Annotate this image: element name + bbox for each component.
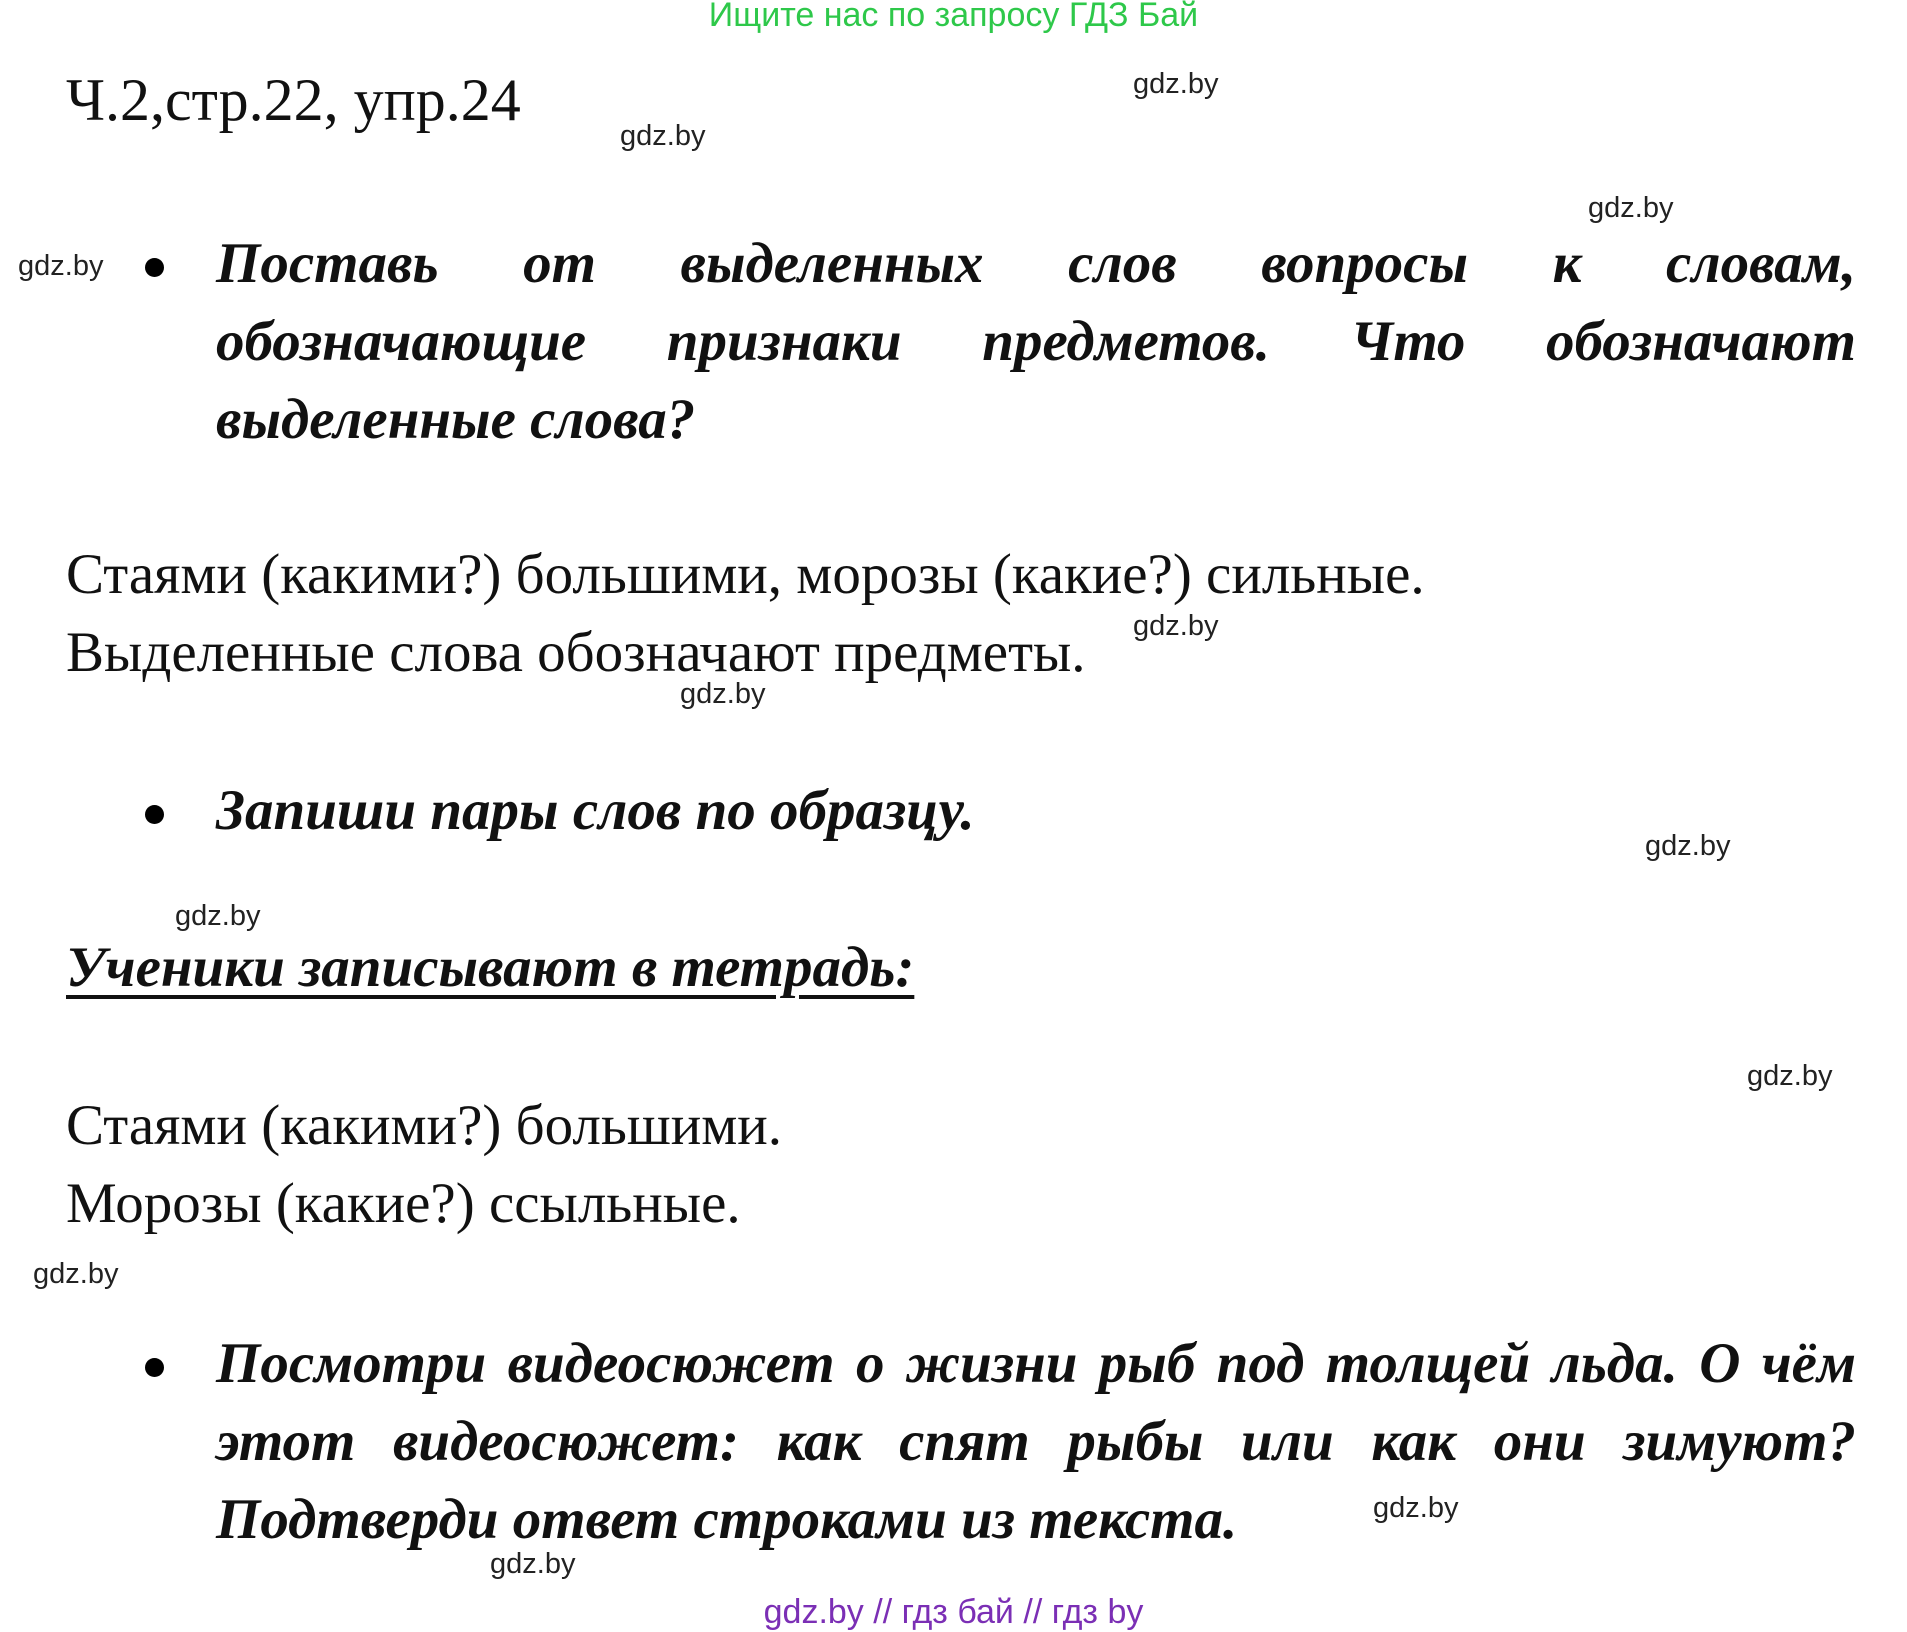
watermark: gdz.by [490, 1548, 576, 1580]
watermark: gdz.by [620, 120, 706, 152]
watermark: gdz.by [1747, 1060, 1833, 1092]
watermark: gdz.by [33, 1258, 119, 1290]
answer-line: Стаями (какими?) большими, морозы (какие?) сильные. [66, 543, 1425, 606]
watermark: gdz.by [1588, 192, 1674, 224]
task-instruction [216, 225, 1856, 459]
bullet-icon [145, 1358, 164, 1377]
bullet-icon [145, 805, 164, 824]
watermark: gdz.by [18, 250, 104, 282]
watermark: gdz.by [175, 900, 261, 932]
watermark: gdz.by [680, 678, 766, 710]
task-line: обозначающие признаки предметов. Что обозначают [216, 310, 1856, 373]
bullet-icon [145, 258, 164, 277]
task-line: Посмотри видеосюжет о жизни рыб под толщей льда. О чём [216, 1332, 1856, 1395]
watermark: gdz.by [1645, 830, 1731, 862]
watermark: gdz.by [1133, 68, 1219, 100]
exercise-heading: Ч.2,стр.22, упр.24 [66, 67, 521, 133]
answer-line: Морозы (какие?) ссыльные. [66, 1172, 741, 1235]
watermark: gdz.by [1133, 610, 1219, 642]
footer-links: gdz.by // гдз бай // гдз by [763, 1593, 1144, 1631]
task-line: Подтверди ответ строками из текста. [216, 1488, 1238, 1551]
notebook-label: Ученики записывают в тетрадь: [66, 936, 915, 999]
task-line: выделенные слова? [216, 388, 696, 451]
watermark: gdz.by [1373, 1492, 1459, 1524]
task-instruction [216, 1325, 1856, 1559]
answer-line: Стаями (какими?) большими. [66, 1094, 783, 1157]
answer-line: Выделенные слова обозначают предметы. [66, 621, 1086, 684]
task-line: Поставь от выделенных слов вопросы к словам, [216, 232, 1856, 295]
top-banner: Ищите нас по запросу ГДЗ Бай [708, 0, 1199, 34]
task-instruction: Запиши пары слов по образцу. [216, 779, 975, 842]
task-line: этот видеосюжет: как спят рыбы или как они зимуют? [216, 1410, 1856, 1473]
